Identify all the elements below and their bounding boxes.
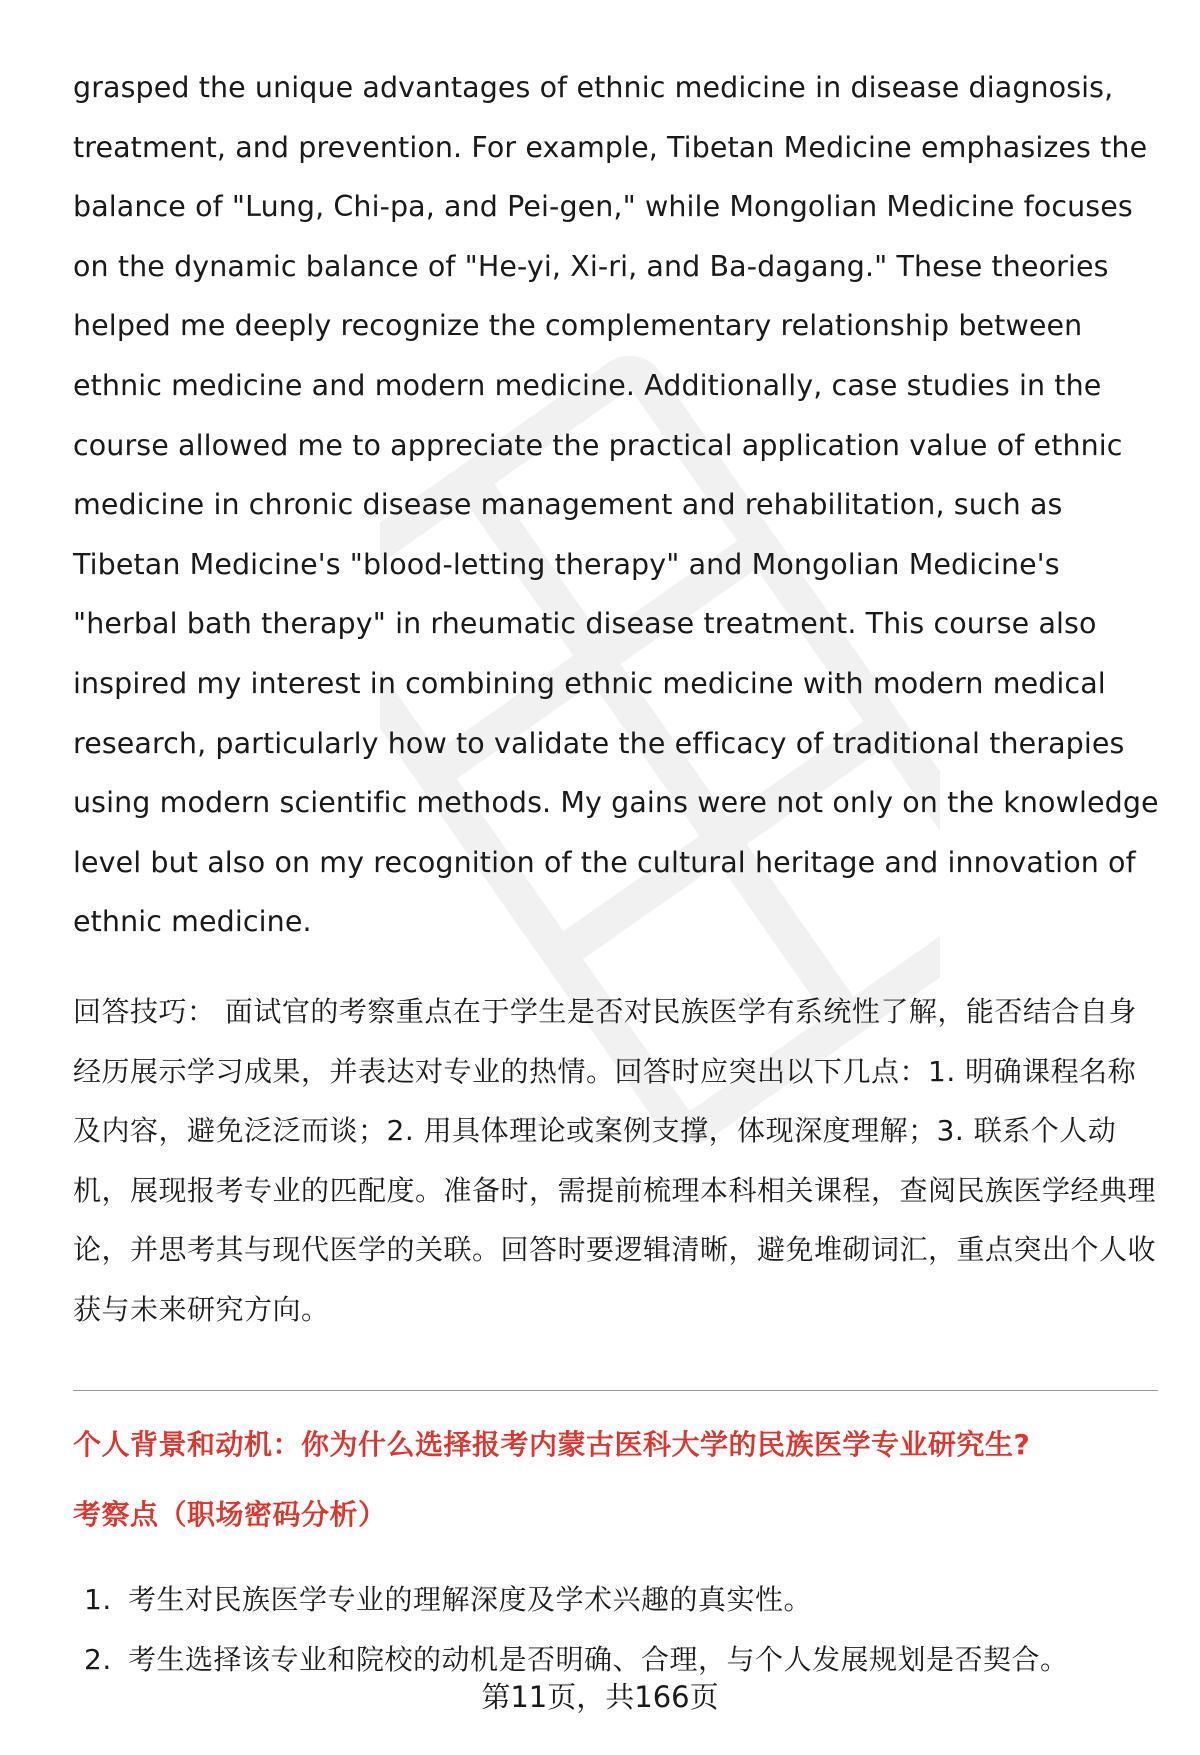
section-divider: [73, 1390, 1158, 1391]
tip-text: 面试官的考察重点在于学生是否对民族医学有系统性了解，能否结合自身经历展示学习成果，并表达对专业的热情。回答时应突出以下几点：1. 明确课程名称及内容，避免泛泛而谈；2. 用具体理论或案例支撑，体现深度理解；3. 联系个人动机，展现报考专业的匹配度。准备时，需提前梳理本科相关课程，查阅民族医学经典理论，并思考其与现代医学的关联。回答时要逻辑清晰，避免堆砌词汇，重点突出个人收获与未来研究方向。: [73, 994, 1157, 1326]
key-points-list: [84, 1570, 1069, 1690]
tip-label: 回答技巧：: [73, 994, 216, 1028]
page-indicator: 第11页，共166页: [481, 1680, 719, 1714]
content-area: [73, 58, 1163, 1339]
list-item-number: 2.: [84, 1643, 112, 1676]
list-item-text: 考生选择该专业和院校的动机是否明确、合理，与个人发展规划是否契合。: [128, 1643, 1069, 1676]
answer-tip-paragraph: [73, 982, 1163, 1340]
list-item-number: 1.: [84, 1583, 112, 1616]
answer-paragraph: grasped the unique advantages of ethnic medicine in disease diagnosis, treatment, and prevention. For example, Tibetan Medicine emphasizes the balance of "Lung, Chi-pa, and Pei-gen," while Mongolian Medicine focuses on the dynamic balance of "He-yi, Xi-ri, and Ba-dagang." These theories helped me deeply recognize the complementary relationship between ethnic medicine and modern medicine. Additionally, case studies in the course allowed me to appreciate the practical application value of ethnic medicine in chronic disease management and rehabilitation, such as Tibetan Medicine's "blood-letting therapy" and Mongolian Medicine's "herbal bath therapy" in rheumatic disease treatment. This course also inspired my interest in combining ethnic medicine with modern medical research, particularly how to validate the efficacy of traditional therapies using modern scientific methods. My gains were not only on the knowledge level but also on my recognition of the cultural heritage and innovation of ethnic medicine.: [73, 71, 1159, 939]
list-item: [84, 1570, 1069, 1630]
question-title: 个人背景和动机：你为什么选择报考内蒙古医科大学的民族医学专业研究生?: [73, 1428, 1031, 1461]
question-subtitle: 考察点（职场密码分析）: [73, 1498, 387, 1531]
list-item-text: 考生对民族医学专业的理解深度及学术兴趣的真实性。: [128, 1583, 813, 1616]
